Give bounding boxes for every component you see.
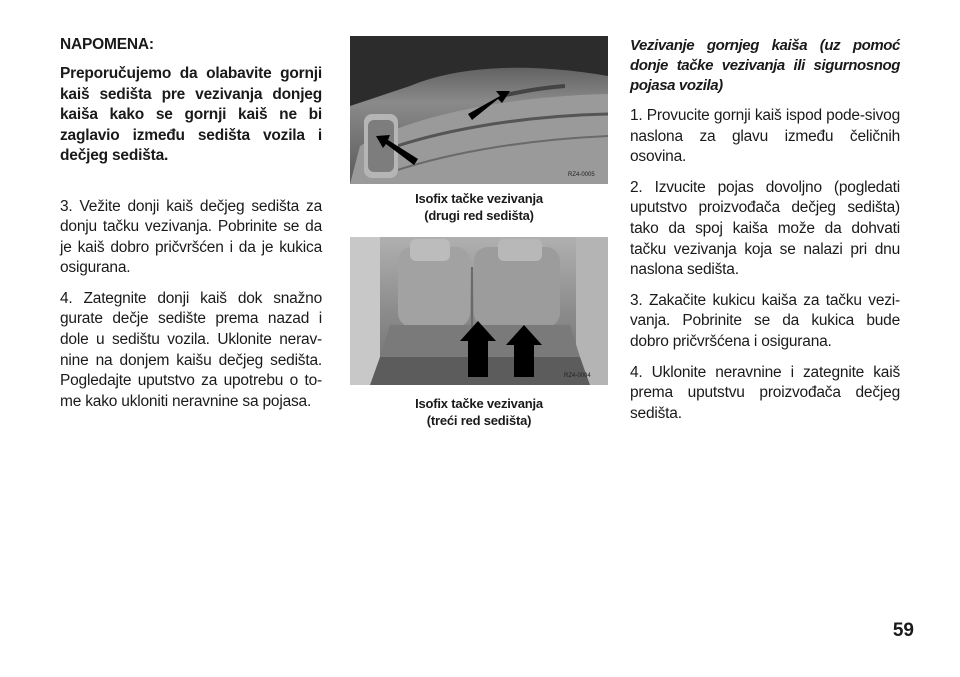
left-step-4: 4. Zategnite donji kaiš dok snažno gurate dečje sedište prema nazad i dole u sedištu vozila. Uklonite nerav-nine na donjem kaišu dečjeg sedišta. Pogledajte uputstvo za upotrebu o to-me kako ukloniti neravnine sa pojasa.	[60, 289, 322, 410]
right-column	[630, 36, 900, 434]
right-step-2: 2. Izvucite pojas dovoljno (pogledati uputstvo proizvođača dečjeg sedišta) tako da spoj kaiša može da dohvati tačku vezivanja koja se nalazi pri dnu naslona sedišta.	[630, 178, 900, 279]
figure-caption	[350, 190, 608, 224]
figure-code: RZ4-0004	[564, 373, 591, 379]
caption-line: (drugi red sedišta)	[424, 208, 534, 223]
right-step-4: 4. Uklonite neravnine i zategnite kaiš prema uputstvu proizvođača dečjeg sedišta.	[630, 363, 900, 422]
section-subheading: Vezivanje gornjeg kaiša (uz pomoć donje tačke vezivanja ili sigurnosnog pojasa vozila)	[630, 37, 900, 94]
page-number: 59	[892, 620, 914, 641]
figure-code: RZ4-0005	[568, 172, 595, 178]
figure-caption	[350, 395, 608, 429]
figures-column	[350, 36, 608, 429]
caption-line: Isofix tačke vezivanja	[415, 191, 543, 206]
right-step-1: 1. Provucite gornji kaiš ispod pode-sivog naslona za glavu između čeličnih osovina.	[630, 107, 900, 166]
photo-third-row-seat	[350, 237, 608, 385]
left-column	[60, 36, 322, 422]
photo-second-row-seat	[350, 36, 608, 184]
right-step-3: 3. Zakačite kukicu kaiša za tačku vezi-vanja. Pobrinite se da kukica bude dobro pričvršćena i osigurana.	[630, 291, 900, 350]
note-text: Preporučujemo da olabavite gornji kaiš sedišta pre vezivanja donjeg kaiša kako se gornji kaiš ne bi zaglavio između sedišta vozila i dečjeg sedišta.	[60, 65, 322, 164]
left-step-3: 3. Vežite donji kaiš dečjeg sedišta za donju tačku vezivanja. Pobrinite se da je kaiš dobro pričvršćen i da je kukica osigurana.	[60, 197, 322, 277]
caption-line: Isofix tačke vezivanja	[415, 396, 543, 411]
caption-line: (treći red sedišta)	[426, 413, 532, 428]
note-heading: NAPOMENA:	[60, 36, 154, 53]
